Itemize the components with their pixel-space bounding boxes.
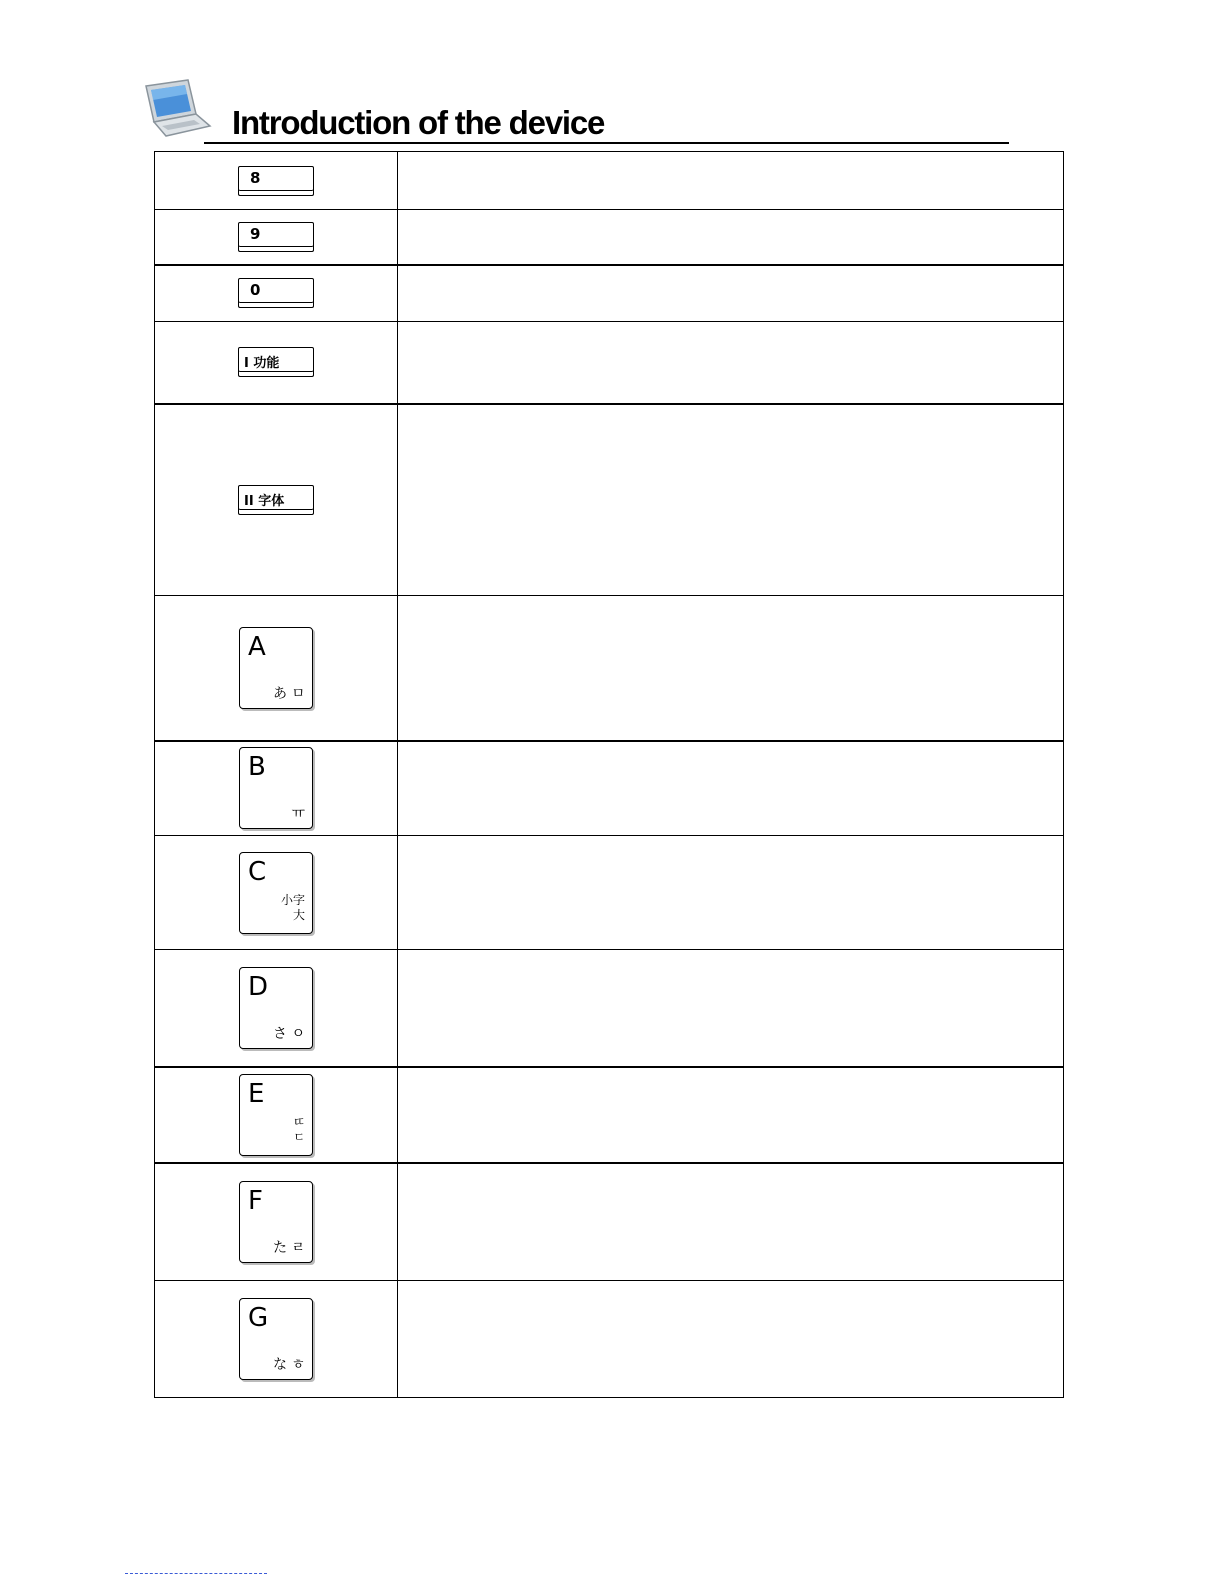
key-description — [398, 322, 1064, 404]
page-title: Introduction of the device — [232, 104, 605, 141]
key-description — [398, 265, 1064, 322]
key-description — [398, 741, 1064, 836]
key-c-icon: C 小字 大 — [239, 852, 313, 934]
key-f-icon: F た ㄹ — [239, 1181, 313, 1263]
table-row — [155, 322, 1064, 404]
laptop-icon — [140, 78, 212, 140]
table-row — [155, 210, 1064, 265]
table-row — [155, 1067, 1064, 1163]
table-row — [155, 1163, 1064, 1281]
table-row — [155, 950, 1064, 1067]
key-9-icon: 9 — [238, 222, 314, 252]
key-description — [398, 836, 1064, 950]
section-header — [140, 78, 1020, 148]
key-description — [398, 404, 1064, 596]
key-font-icon: II 字体 — [238, 485, 314, 515]
key-0-icon: 0 — [238, 278, 314, 308]
key-description — [398, 596, 1064, 741]
key-d-icon: D さ ㅇ — [239, 967, 313, 1049]
key-description — [398, 950, 1064, 1067]
key-g-icon: G な ㅎ — [239, 1298, 313, 1380]
table-row — [155, 1281, 1064, 1398]
key-e-icon: E ㄸ ㄷ — [239, 1074, 313, 1156]
footer-link-underline — [125, 1573, 267, 1574]
key-description — [398, 1163, 1064, 1281]
table-row — [155, 404, 1064, 596]
table-row — [155, 152, 1064, 210]
key-8-icon: 8 — [238, 166, 314, 196]
table-row — [155, 265, 1064, 322]
key-description — [398, 1281, 1064, 1398]
key-description — [398, 152, 1064, 210]
table-row — [155, 596, 1064, 741]
key-b-icon: B ㅠ — [239, 747, 313, 829]
table-row — [155, 741, 1064, 836]
key-function-icon: I 功能 — [238, 347, 314, 377]
key-a-icon: A あ ㅁ — [239, 627, 313, 709]
title-underline — [204, 142, 1009, 144]
key-description — [398, 1067, 1064, 1163]
key-description — [398, 210, 1064, 265]
key-table — [154, 151, 1064, 1398]
table-row — [155, 836, 1064, 950]
